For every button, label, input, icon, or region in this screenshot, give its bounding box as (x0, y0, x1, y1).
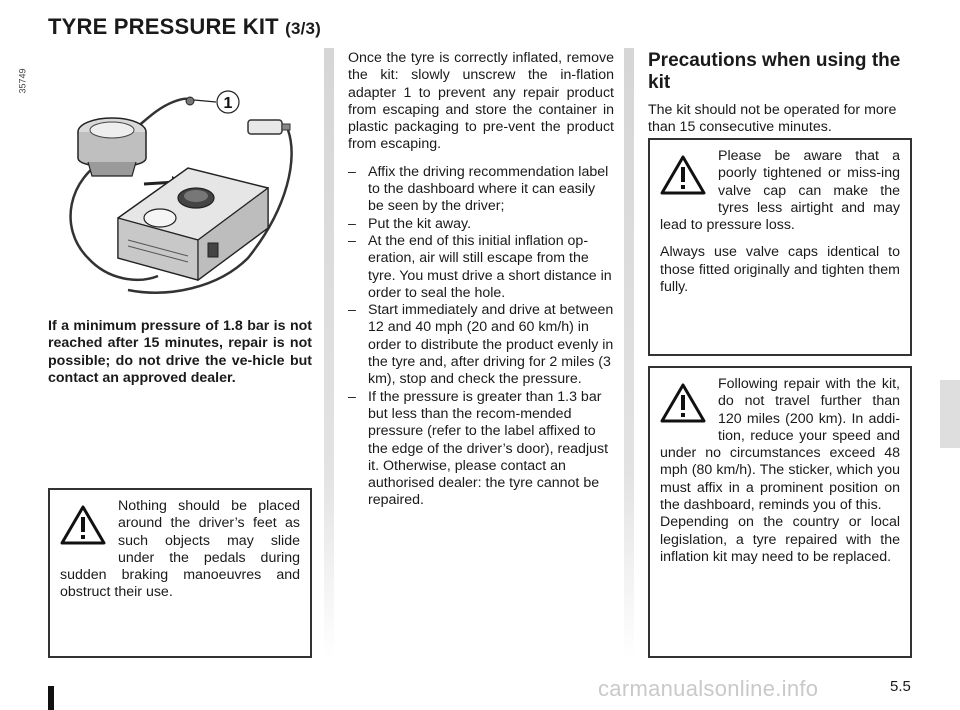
warning-driver-feet-text: Nothing should be placed around the driver’s feet as such objects may slide under the pedals during sudden braking manoeuvres and obstruct their use. (60, 498, 300, 601)
removal-paragraph: Once the tyre is correctly inflated, remove the kit: slowly unscrew the in-flation adapter 1 to prevent any repair product from escaping and store the container in plastic packaging to pre-vent the product from escaping. (348, 50, 614, 153)
dash-marker: – (348, 232, 356, 249)
warning-box-after-repair (648, 366, 912, 658)
minimum-pressure-note: If a minimum pressure of 1.8 bar is not reached after 15 minutes, repair is not possible; do not drive the ve-hicle but contact an approved dealer. (48, 318, 312, 386)
list-item (348, 233, 614, 302)
precautions-column (648, 50, 912, 137)
dash-marker: – (348, 302, 356, 319)
title-main: TYRE PRESSURE KIT (48, 14, 279, 39)
warning-triangle-icon (660, 154, 706, 196)
lighter-plug-icon (248, 120, 290, 134)
tyre-kit-illustration (48, 58, 312, 298)
list-item (348, 164, 614, 216)
precautions-heading: Precautions when using the kit (648, 50, 901, 93)
steps-list (348, 164, 614, 510)
instructions-column (348, 50, 614, 510)
column-divider-right (624, 48, 634, 658)
callout-1: 1 (223, 95, 233, 112)
warning-box-valve-cap (648, 138, 912, 356)
warning-valve-cap-advice: Always use valve caps identical to those fitted originally and tighten them fully. (660, 244, 900, 296)
list-item (348, 389, 614, 510)
section-tab (940, 380, 960, 448)
dash-marker: – (348, 215, 356, 232)
dash-marker: – (348, 388, 356, 405)
figure-reference (17, 52, 38, 112)
warning-triangle-icon (660, 382, 706, 424)
warning-replacement-text: Depending on the country or local legislation, a tyre repaired with the inflation kit may need to be replaced. (660, 514, 900, 565)
warning-box-driver-feet (48, 488, 312, 658)
figure-reference-number: 35749 (17, 68, 28, 94)
page-number: 5.5 (890, 678, 911, 695)
page-title (48, 14, 321, 40)
dash-marker: – (348, 163, 356, 180)
step-text: Start immediately and drive at between 12 and 40 mph (20 and 60 km/h) in order to distribute the product evenly in the tyre and, after driving for 2 miles (3 km), stop and check the pressure. (368, 302, 614, 388)
compressor-icon (118, 168, 268, 280)
warning-triangle-icon (60, 504, 106, 546)
list-item (348, 216, 614, 233)
watermark: carmanualsonline.info (598, 676, 819, 701)
step-text: Put the kit away. (368, 215, 472, 232)
warning-after-repair-text: Following repair with the kit, do not travel further than 120 miles (200 km). In addi-tion, reduce your speed and under no circumstances exceed 48 mph (80 km/h). The sticker, which you must affix in a prominent position on the dashboard, reminds you of this. (660, 376, 900, 514)
step-text: Affix the driving recommendation label to the dashboard where it can easily be seen by the driver; (368, 163, 609, 215)
title-part-indicator: (3/3) (285, 19, 322, 38)
step-text: At the end of this initial inflation op-eration, air will still escape from the tyre. You must drive a short distance in order to seal the hole. (368, 232, 612, 301)
column-divider-left (324, 48, 334, 658)
sealant-bottle-icon (78, 118, 146, 176)
precautions-intro: The kit should not be operated for more than 15 consecutive minutes. (648, 102, 897, 136)
crop-mark (48, 686, 54, 710)
step-text: If the pressure is greater than 1.3 bar but less than the recom-mended pressure (refer to the label affixed to the edge of the driver’s door), readjust it. Otherwise, please contact an authorised dealer: the tyre cannot be repaired. (368, 388, 609, 509)
warning-valve-cap-text: Please be aware that a poorly tightened or miss-ing valve cap can make the tyres less airtight and may lead to pressure loss. (660, 148, 900, 234)
list-item (348, 302, 614, 388)
